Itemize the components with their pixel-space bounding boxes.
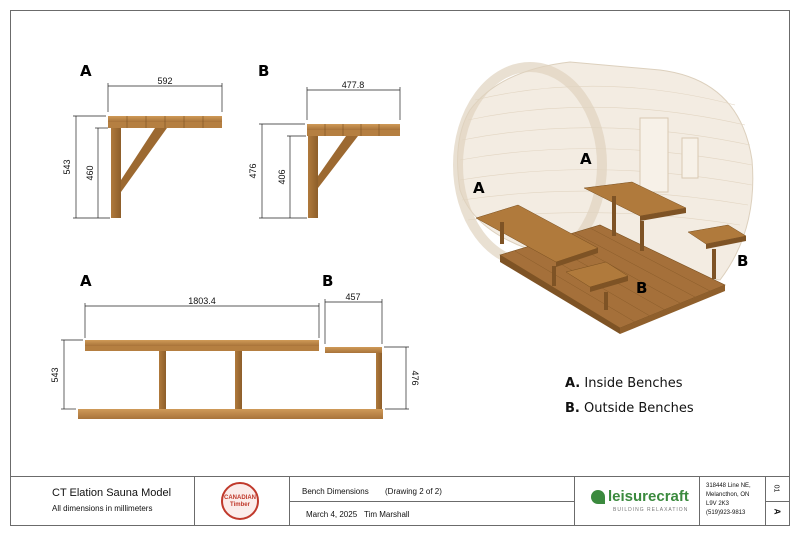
bench-b-side-elevation (307, 124, 400, 218)
dim-a-top-width: 592 (157, 76, 173, 86)
view-label-a-top: A (80, 62, 92, 80)
address-line-2: Melancthon, ON (706, 492, 750, 498)
title-block-sheet-cell (766, 477, 790, 526)
view-label-b-top: B (258, 62, 270, 80)
legend-key-b: B. (565, 401, 580, 416)
canadian-timber-logo-text: CANADIAN Timber (224, 495, 256, 508)
sheet-number: 01 (772, 484, 780, 493)
view-label-b-bottom: B (322, 272, 334, 290)
bench-b-front-elevation (325, 347, 382, 409)
address-line-1: 318448 Line NE, (706, 483, 751, 489)
title-block-logo-cell (195, 477, 290, 526)
bench-a-side-elevation (108, 116, 222, 218)
dim-a-top-height-seat: 460 (85, 165, 95, 181)
dim-b-top-height-total: 476 (248, 163, 258, 179)
render-label-b-front: B (636, 279, 648, 297)
revision-letter: A (772, 508, 782, 515)
dim-b-bottom-width: 457 (345, 292, 361, 302)
title-block-address-cell (700, 477, 766, 526)
render-label-b-right: B (737, 252, 749, 270)
address-line-3: L9V 2K3 (706, 501, 730, 507)
render-label-a-left: A (473, 179, 485, 197)
leisurecraft-leaf-icon (591, 490, 605, 504)
phone-number: (519)923-9813 (706, 510, 746, 516)
title-block-drawing-cell (290, 477, 575, 526)
legend-inside-benches (565, 376, 683, 391)
legend-outside-benches (565, 401, 694, 416)
dim-b-top-width: 477.8 (341, 80, 365, 90)
units-note: All dimensions in millimeters (52, 504, 153, 513)
dim-a-bottom-height: 543 (50, 367, 60, 383)
brand-tagline: BUILDING RELAXATION (613, 507, 689, 513)
view-label-a-bottom: A (80, 272, 92, 290)
drawing-title: Bench Dimensions (302, 487, 369, 496)
legend-key-a: A. (565, 376, 581, 391)
title-block-brand-cell (575, 477, 700, 526)
legend-text-a: Inside Benches (584, 376, 683, 391)
sauna-3d-render (458, 62, 753, 334)
model-name: CT Elation Sauna Model (52, 487, 172, 499)
brand-name: leisurecraft (608, 488, 689, 505)
render-label-a-back: A (580, 150, 592, 168)
dim-a-top-height-total: 543 (62, 159, 72, 175)
drawing-date: March 4, 2025 (306, 510, 358, 519)
drawing-author: Tim Marshall (364, 510, 410, 519)
drawing-number: (Drawing 2 of 2) (385, 487, 442, 496)
canadian-timber-logo (221, 482, 259, 520)
dim-b-top-height-seat: 406 (277, 169, 287, 185)
title-block (10, 476, 790, 526)
legend-text-b: Outside Benches (584, 401, 694, 416)
dim-b-bottom-height: 476 (410, 370, 420, 386)
dim-a-bottom-width: 1803.4 (188, 296, 216, 306)
title-block-model-cell (10, 477, 195, 526)
